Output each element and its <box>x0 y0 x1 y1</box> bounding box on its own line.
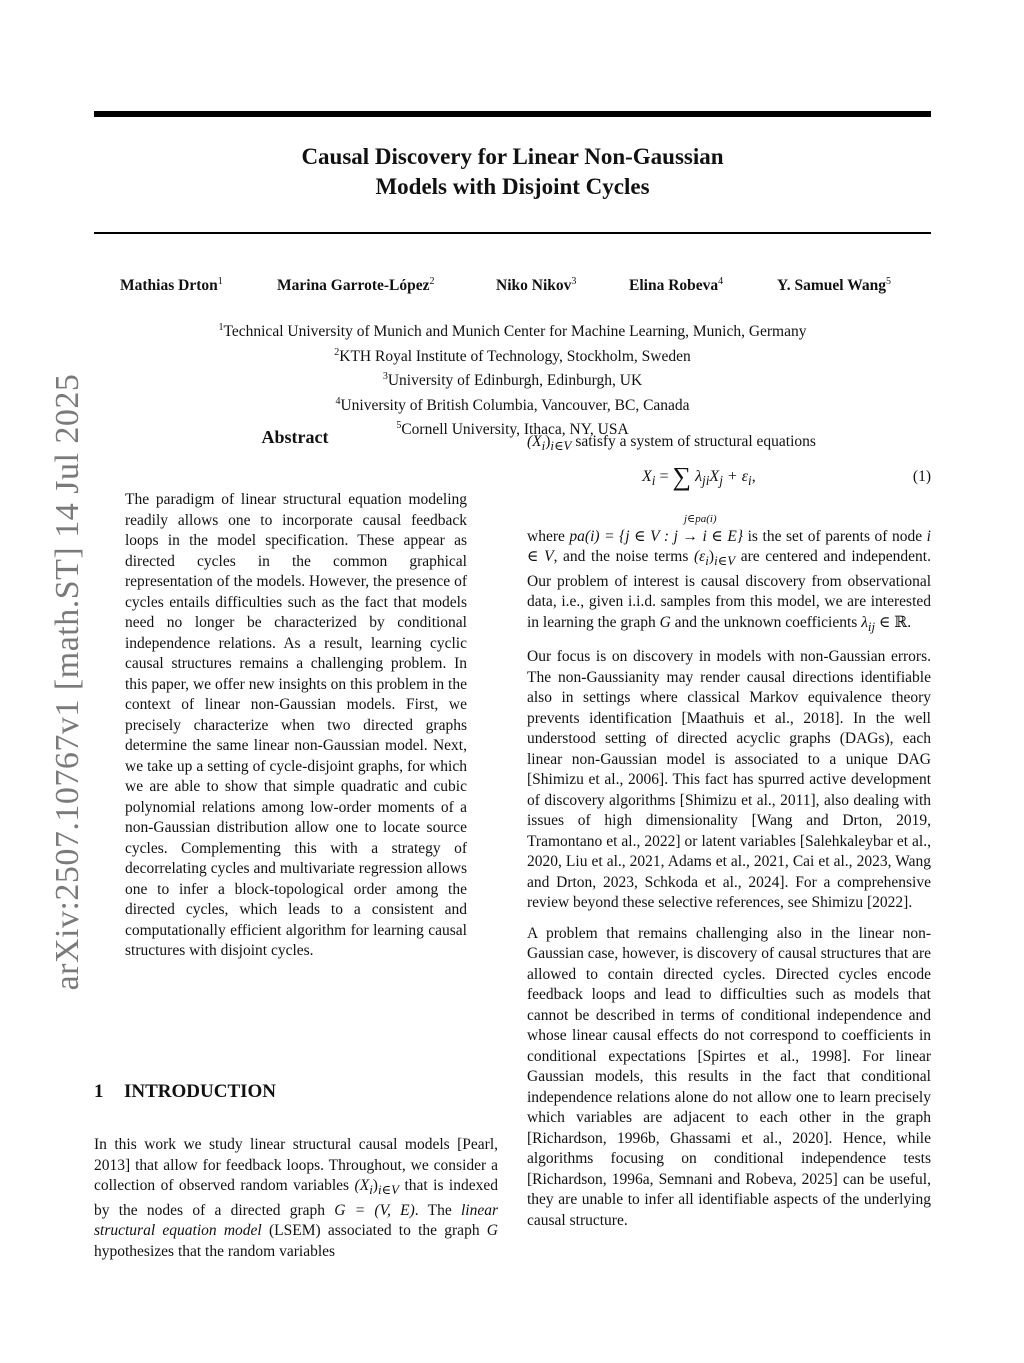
section-heading-introduction <box>94 1081 276 1103</box>
intro-paragraph-1: In this work we study linear structural causal models [Pearl, 2013] that allow for feedback loops. Throughout, we consider a collection of observed random variables $(X_i)_{i\in V}$ that is indexed by the nodes of a directed graph G = (V, E). The linear structural equation model (LSEM) associated to the graph G hypothesizes that the random variables <box>94 1136 498 1260</box>
equation-sum-index: j∈pa(i) <box>684 512 717 525</box>
author-5: Y. Samuel Wang$^5$ <box>777 276 891 294</box>
equation-number: (1) <box>912 467 931 485</box>
equation-1 <box>527 461 931 525</box>
intro-right-paragraph-2: Our focus is on discovery in models with non-Gaussian errors. The non-Gaussianity may render causal directions identifiable also in settings where classical Markov equivalence theory prevents identification [Maathuis et al., 2018]. In the well understood setting of directed acyclic graphs (DAGs), each linear non-Gaussian model is associated to a unique DAG [Shimizu et al., 2006]. This fact has spurred active development of discovery algorithms [Shimizu et al., 2011], also dealing with issues of high dimensionality [Wang and Drton, 2019, Tramontano et al., 2022] or latent variables [Salehkaleybar et al., 2020, Liu et al., 2021, Adams et al., 2021, Cai et al., 2023, Wang and Drton, 2023, Schkoda et al., 2024]. For a comprehensive review beyond these selective references, see Shimizu [2022]. <box>527 648 931 912</box>
author-2: Marina Garrote-López$^2$ <box>277 276 435 294</box>
affiliation-5: $^5$Cornell University, Ithaca, NY, USA <box>396 420 629 438</box>
affiliation-3: $^3$University of Edinburgh, Edinburgh, UK <box>382 371 643 389</box>
title-top-rule <box>94 111 931 117</box>
author-1: Mathias Drton$^1$ <box>120 276 223 294</box>
arxiv-sidebar-stamp: arXiv:2507.10767v1 [math.ST] 14 Jul 2025 <box>49 373 86 991</box>
intro-right-column <box>527 432 931 1241</box>
author-3: Niko Nikov$^3$ <box>496 276 577 294</box>
abstract-text: The paradigm of linear structural equation modeling readily allows one to incorporate causal feedback loops in the model specification. These appear as directed cycles in the common graphical representation of the models. However, the presence of cycles entails difficulties such as the fact that models need no longer be characterized by conditional independence relations. As a result, learning cyclic causal structures remains a challenging problem. In this paper, we offer new insights on this problem in the context of linear non-Gaussian models. First, we precisely characterize when two directed graphs determine the same linear non-Gaussian model. Next, we take up a setting of cycle-disjoint graphs, for which we are able to show that simple quadratic and cubic polynomial relations among low-order moments of a non-Gaussian distribution allow one to locate source cycles. Complementing this with a strategy of decorrelating cycles and multivariate regression allows one to infer a block-topological order among the directed cycles, which leads to a consistent and computationally efficient algorithm for learning causal structures with disjoint cycles. <box>125 491 467 959</box>
intro-left-column <box>94 1135 498 1272</box>
affiliation-2: $^2$KTH Royal Institute of Technology, Stockholm, Sweden <box>334 346 691 365</box>
author-4: Elina Robeva$^4$ <box>629 276 724 294</box>
title-line-2: Models with Disjoint Cycles <box>375 174 650 199</box>
section-number: 1 <box>94 1081 104 1102</box>
intro-right-paragraph-1: where pa(i) = {j ∈ V : j → i ∈ E} is the set of parents of node i ∈ V, and the noise terms $(\varepsilon_i)_{i\in V}$ are centered and independent. Our problem of interest is causal discovery from observational data, i.e., given i.i.d. samples from this model, we are interested in learning the graph G and the unknown coefficients $\lambda_{ij}$ ∈ ℝ. <box>527 527 931 634</box>
intro-right-lead: $(X_i)_{i\in V}$ satisfy a system of structural equations <box>527 433 816 454</box>
abstract-heading: Abstract <box>261 427 329 447</box>
paper-title <box>94 142 931 202</box>
affiliations <box>94 318 931 441</box>
equation-expression: $X_i$ = ∑ $\lambda_{ji}X_j + \varepsilon_i$, <box>642 461 756 491</box>
section-title: INTRODUCTION <box>124 1081 277 1102</box>
affiliation-4: $^4$University of British Columbia, Vancouver, BC, Canada <box>335 395 690 414</box>
intro-right-paragraph-3: A problem that remains challenging also in the linear non-Gaussian case, however, is discovery of causal structures that are allowed to contain directed cycles. Directed cycles encode feedback loops and lead to difficulties such as models that cannot be described in terms of conditional independence and whose linear causal effects do not correspond to coefficients in conditional expectations [Spirtes et al., 1998]. For linear Gaussian models, this results in the fact that conditional independence relations alone do not allow one to learn precisely which variables are adjacent to each other in the graph [Richardson, 1996b, Ghassami et al., 2020]. Hence, while algorithms focusing on conditional independence tests [Richardson, 1996a, Semnani and Robeva, 2025] can be useful, they are unable to infer all identifiable aspects of the underlying causal structure. <box>527 924 931 1229</box>
title-line-1: Causal Discovery for Linear Non-Gaussian <box>301 144 724 169</box>
title-bottom-rule <box>94 232 931 234</box>
abstract-body <box>125 490 467 972</box>
affiliation-1: $^1$Technical University of Munich and Munich Center for Machine Learning, Munich, Germany <box>218 322 807 340</box>
